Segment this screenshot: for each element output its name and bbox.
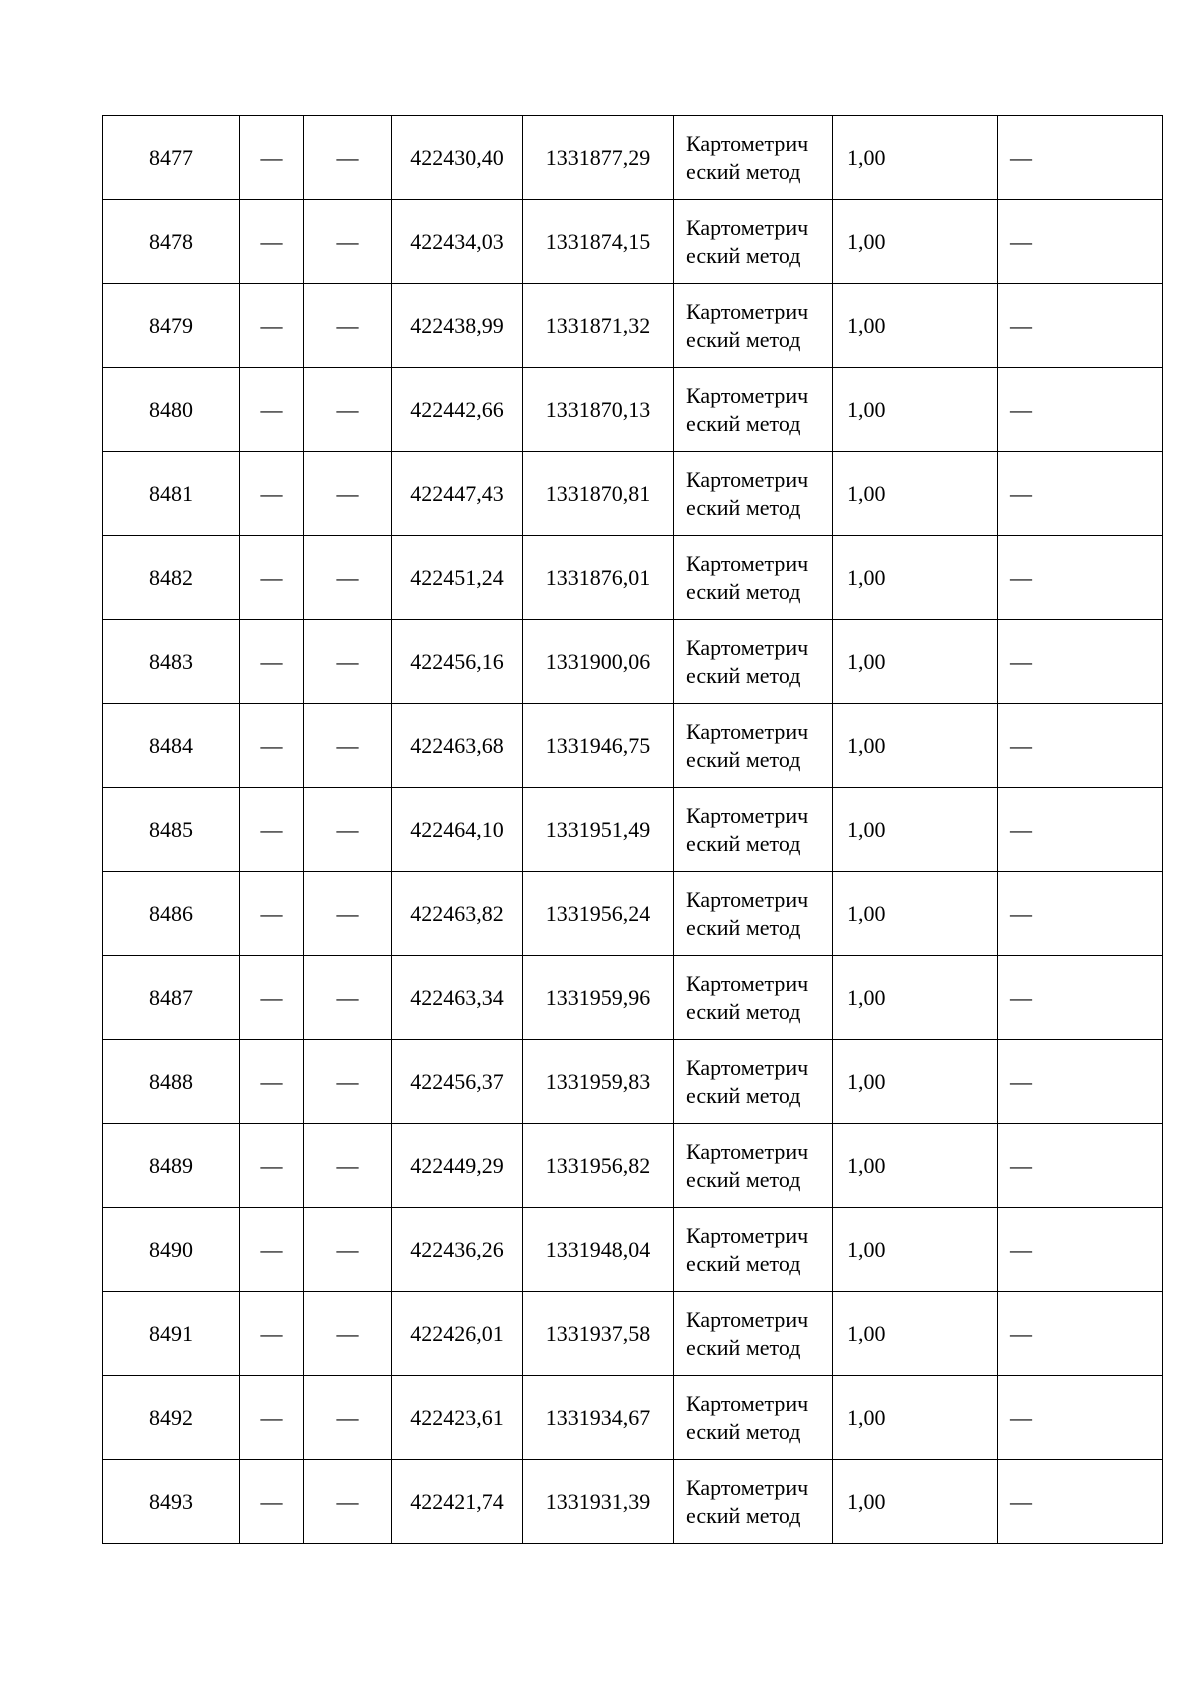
table-row [103, 116, 1163, 200]
table-row [103, 956, 1163, 1040]
method-text: Картометрический метод [686, 382, 809, 436]
accuracy-cell: 1,00 [833, 1040, 998, 1124]
point-number-cell: 8492 [103, 1376, 240, 1460]
table-row [103, 284, 1163, 368]
method-cell [674, 284, 833, 368]
empty-value-cell: — [304, 368, 392, 452]
x-coordinate-cell: 422423,61 [392, 1376, 523, 1460]
method-text: Картометрический метод [686, 130, 809, 184]
method-text: Картометрический метод [686, 970, 809, 1024]
table-row [103, 872, 1163, 956]
empty-value-cell: — [998, 368, 1163, 452]
empty-value-cell: — [304, 1292, 392, 1376]
empty-value-cell: — [240, 536, 304, 620]
point-number-cell: 8486 [103, 872, 240, 956]
y-coordinate-cell: 1331934,67 [523, 1376, 674, 1460]
coordinates-table [102, 115, 1163, 1544]
y-coordinate-cell: 1331870,81 [523, 452, 674, 536]
empty-value-cell: — [998, 1460, 1163, 1544]
point-number-cell: 8481 [103, 452, 240, 536]
table-row [103, 1376, 1163, 1460]
accuracy-cell: 1,00 [833, 1292, 998, 1376]
x-coordinate-cell: 422463,82 [392, 872, 523, 956]
method-cell [674, 1376, 833, 1460]
empty-value-cell: — [304, 452, 392, 536]
empty-value-cell: — [304, 1460, 392, 1544]
point-number-cell: 8487 [103, 956, 240, 1040]
accuracy-cell: 1,00 [833, 788, 998, 872]
point-number-cell: 8477 [103, 116, 240, 200]
x-coordinate-cell: 422464,10 [392, 788, 523, 872]
x-coordinate-cell: 422449,29 [392, 1124, 523, 1208]
empty-value-cell: — [240, 1040, 304, 1124]
x-coordinate-cell: 422451,24 [392, 536, 523, 620]
table-row [103, 1124, 1163, 1208]
accuracy-cell: 1,00 [833, 536, 998, 620]
empty-value-cell: — [304, 1376, 392, 1460]
accuracy-cell: 1,00 [833, 1208, 998, 1292]
empty-value-cell: — [304, 200, 392, 284]
x-coordinate-cell: 422463,68 [392, 704, 523, 788]
y-coordinate-cell: 1331951,49 [523, 788, 674, 872]
method-text: Картометрический метод [686, 1138, 809, 1192]
method-cell [674, 368, 833, 452]
y-coordinate-cell: 1331937,58 [523, 1292, 674, 1376]
x-coordinate-cell: 422421,74 [392, 1460, 523, 1544]
empty-value-cell: — [240, 1124, 304, 1208]
empty-value-cell: — [304, 704, 392, 788]
empty-value-cell: — [240, 200, 304, 284]
x-coordinate-cell: 422463,34 [392, 956, 523, 1040]
empty-value-cell: — [304, 1040, 392, 1124]
x-coordinate-cell: 422438,99 [392, 284, 523, 368]
accuracy-cell: 1,00 [833, 452, 998, 536]
table-row [103, 1040, 1163, 1124]
point-number-cell: 8478 [103, 200, 240, 284]
method-text: Картометрический метод [686, 298, 809, 352]
point-number-cell: 8489 [103, 1124, 240, 1208]
method-cell [674, 620, 833, 704]
accuracy-cell: 1,00 [833, 368, 998, 452]
method-cell [674, 788, 833, 872]
y-coordinate-cell: 1331874,15 [523, 200, 674, 284]
y-coordinate-cell: 1331876,01 [523, 536, 674, 620]
method-cell [674, 872, 833, 956]
x-coordinate-cell: 422447,43 [392, 452, 523, 536]
method-cell [674, 536, 833, 620]
x-coordinate-cell: 422434,03 [392, 200, 523, 284]
empty-value-cell: — [240, 1376, 304, 1460]
empty-value-cell: — [240, 620, 304, 704]
y-coordinate-cell: 1331948,04 [523, 1208, 674, 1292]
point-number-cell: 8493 [103, 1460, 240, 1544]
table-row [103, 1208, 1163, 1292]
empty-value-cell: — [998, 872, 1163, 956]
accuracy-cell: 1,00 [833, 116, 998, 200]
accuracy-cell: 1,00 [833, 872, 998, 956]
accuracy-cell: 1,00 [833, 284, 998, 368]
method-cell [674, 116, 833, 200]
method-text: Картометрический метод [686, 1474, 809, 1528]
empty-value-cell: — [304, 536, 392, 620]
x-coordinate-cell: 422442,66 [392, 368, 523, 452]
empty-value-cell: — [998, 1040, 1163, 1124]
table-row [103, 536, 1163, 620]
y-coordinate-cell: 1331956,82 [523, 1124, 674, 1208]
y-coordinate-cell: 1331946,75 [523, 704, 674, 788]
table-row [103, 620, 1163, 704]
table-row [103, 368, 1163, 452]
empty-value-cell: — [240, 284, 304, 368]
method-cell [674, 200, 833, 284]
method-text: Картометрический метод [686, 550, 809, 604]
y-coordinate-cell: 1331931,39 [523, 1460, 674, 1544]
point-number-cell: 8485 [103, 788, 240, 872]
empty-value-cell: — [304, 284, 392, 368]
point-number-cell: 8488 [103, 1040, 240, 1124]
method-text: Картометрический метод [686, 802, 809, 856]
table-row [103, 452, 1163, 536]
empty-value-cell: — [998, 1208, 1163, 1292]
empty-value-cell: — [240, 452, 304, 536]
table-row [103, 704, 1163, 788]
point-number-cell: 8482 [103, 536, 240, 620]
method-cell [674, 1292, 833, 1376]
point-number-cell: 8490 [103, 1208, 240, 1292]
point-number-cell: 8484 [103, 704, 240, 788]
empty-value-cell: — [998, 788, 1163, 872]
empty-value-cell: — [240, 368, 304, 452]
method-text: Картометрический метод [686, 634, 809, 688]
accuracy-cell: 1,00 [833, 704, 998, 788]
x-coordinate-cell: 422426,01 [392, 1292, 523, 1376]
table-row [103, 788, 1163, 872]
method-text: Картометрический метод [686, 466, 809, 520]
method-cell [674, 1124, 833, 1208]
method-cell [674, 956, 833, 1040]
empty-value-cell: — [240, 872, 304, 956]
method-text: Картометрический метод [686, 1306, 809, 1360]
method-text: Картометрический метод [686, 214, 809, 268]
y-coordinate-cell: 1331959,83 [523, 1040, 674, 1124]
point-number-cell: 8483 [103, 620, 240, 704]
empty-value-cell: — [998, 956, 1163, 1040]
y-coordinate-cell: 1331900,06 [523, 620, 674, 704]
empty-value-cell: — [998, 620, 1163, 704]
empty-value-cell: — [240, 1460, 304, 1544]
method-cell [674, 452, 833, 536]
table-row [103, 200, 1163, 284]
y-coordinate-cell: 1331959,96 [523, 956, 674, 1040]
empty-value-cell: — [304, 872, 392, 956]
empty-value-cell: — [304, 1208, 392, 1292]
y-coordinate-cell: 1331870,13 [523, 368, 674, 452]
method-cell [674, 1460, 833, 1544]
empty-value-cell: — [240, 1208, 304, 1292]
accuracy-cell: 1,00 [833, 620, 998, 704]
empty-value-cell: — [998, 116, 1163, 200]
empty-value-cell: — [998, 452, 1163, 536]
empty-value-cell: — [304, 788, 392, 872]
method-cell [674, 1040, 833, 1124]
method-text: Картометрический метод [686, 1222, 809, 1276]
method-text: Картометрический метод [686, 718, 809, 772]
empty-value-cell: — [240, 704, 304, 788]
method-text: Картометрический метод [686, 886, 809, 940]
empty-value-cell: — [240, 1292, 304, 1376]
table-row [103, 1292, 1163, 1376]
empty-value-cell: — [998, 536, 1163, 620]
point-number-cell: 8479 [103, 284, 240, 368]
empty-value-cell: — [304, 620, 392, 704]
point-number-cell: 8491 [103, 1292, 240, 1376]
empty-value-cell: — [240, 956, 304, 1040]
empty-value-cell: — [304, 956, 392, 1040]
empty-value-cell: — [998, 284, 1163, 368]
method-text: Картометрический метод [686, 1390, 809, 1444]
method-text: Картометрический метод [686, 1054, 809, 1108]
y-coordinate-cell: 1331877,29 [523, 116, 674, 200]
empty-value-cell: — [240, 116, 304, 200]
method-cell [674, 704, 833, 788]
accuracy-cell: 1,00 [833, 1376, 998, 1460]
table-body [103, 116, 1163, 1544]
accuracy-cell: 1,00 [833, 1124, 998, 1208]
empty-value-cell: — [240, 788, 304, 872]
accuracy-cell: 1,00 [833, 200, 998, 284]
empty-value-cell: — [998, 704, 1163, 788]
y-coordinate-cell: 1331956,24 [523, 872, 674, 956]
x-coordinate-cell: 422430,40 [392, 116, 523, 200]
method-cell [674, 1208, 833, 1292]
point-number-cell: 8480 [103, 368, 240, 452]
empty-value-cell: — [998, 1376, 1163, 1460]
empty-value-cell: — [304, 116, 392, 200]
empty-value-cell: — [998, 1292, 1163, 1376]
table-row [103, 1460, 1163, 1544]
empty-value-cell: — [998, 200, 1163, 284]
y-coordinate-cell: 1331871,32 [523, 284, 674, 368]
x-coordinate-cell: 422456,16 [392, 620, 523, 704]
accuracy-cell: 1,00 [833, 1460, 998, 1544]
accuracy-cell: 1,00 [833, 956, 998, 1040]
empty-value-cell: — [304, 1124, 392, 1208]
x-coordinate-cell: 422436,26 [392, 1208, 523, 1292]
x-coordinate-cell: 422456,37 [392, 1040, 523, 1124]
empty-value-cell: — [998, 1124, 1163, 1208]
